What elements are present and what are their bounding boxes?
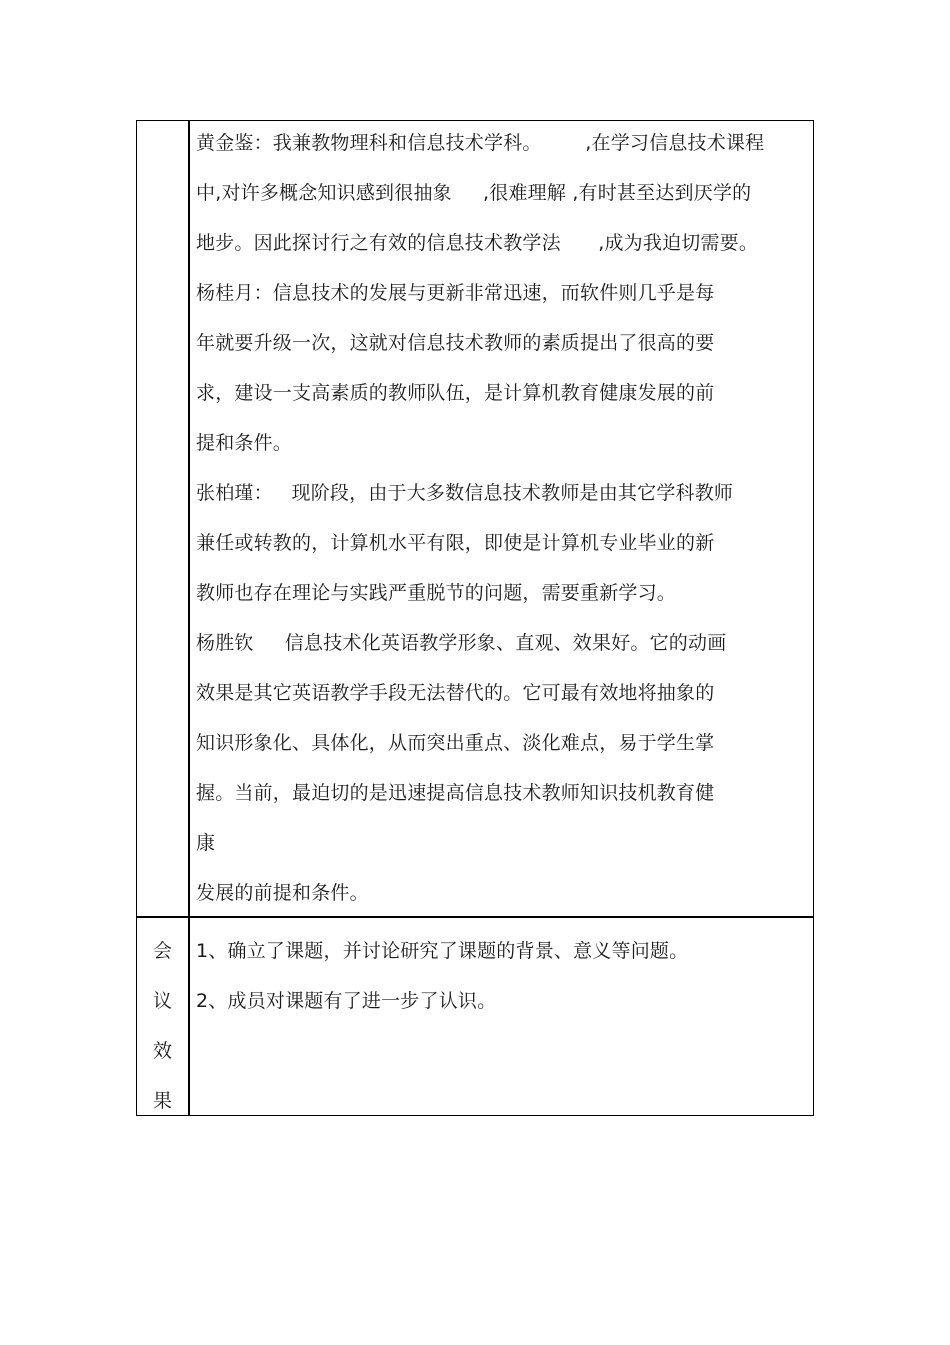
result-item: 1、确立了课题，并讨论研究了课题的背景、意义等问题。 bbox=[196, 940, 689, 962]
discussion-line: 提和条件。 bbox=[196, 432, 293, 454]
discussion-line: 握。当前，最迫切的是迅速提高信息技术教师知识技机教育健 bbox=[196, 782, 715, 804]
column-divider bbox=[188, 121, 190, 1115]
label-char: 效 bbox=[152, 1040, 172, 1062]
discussion-line: 知识形象化、具体化，从而突出重点、淡化难点，易于学生掌 bbox=[196, 732, 715, 754]
discussion-line: 杨胜钦 信息技术化英语教学形象、直观、效果好。它的动画 bbox=[196, 632, 727, 654]
discussion-line: 杨桂月：信息技术的发展与更新非常迅速，而软件则几乎是每 bbox=[196, 282, 715, 304]
meeting-result-label bbox=[137, 926, 188, 1126]
discussion-line: 求，建设一支高素质的教师队伍，是计算机教育健康发展的前 bbox=[196, 382, 715, 404]
result-item: 2、成员对课题有了进一步了认识。 bbox=[196, 990, 497, 1012]
meeting-result-cell bbox=[196, 926, 806, 1026]
discussion-line: 黄金鉴：我兼教物理科和信息技术学科。 ,在学习信息技术课程 bbox=[196, 132, 765, 154]
discussion-line: 教师也存在理论与实践严重脱节的问题，需要重新学习。 bbox=[196, 582, 677, 604]
meeting-record-table bbox=[136, 120, 814, 1116]
discussion-line: 效果是其它英语教学手段无法替代的。它可最有效地将抽象的 bbox=[196, 682, 715, 704]
discussion-line: 兼任或转教的，计算机水平有限，即使是计算机专业毕业的新 bbox=[196, 532, 715, 554]
discussion-line: 张柏瑾： 现阶段，由于大多数信息技术教师是由其它学科教师 bbox=[196, 482, 734, 504]
label-char: 会 bbox=[152, 940, 172, 962]
discussion-line: 年就要升级一次，这就对信息技术教师的素质提出了很高的要 bbox=[196, 332, 715, 354]
label-char: 果 bbox=[152, 1090, 172, 1112]
discussion-cell bbox=[196, 121, 806, 918]
discussion-line: 中,对许多概念知识感到很抽象 ,很难理解 ,有时甚至达到厌学的 bbox=[196, 182, 752, 204]
discussion-line: 地步。因此探讨行之有效的信息技术教学法 ,成为我迫切需要。 bbox=[196, 232, 759, 254]
discussion-line: 发展的前提和条件。 bbox=[196, 882, 369, 904]
label-char: 议 bbox=[152, 990, 172, 1012]
discussion-line: 康 bbox=[196, 832, 216, 854]
